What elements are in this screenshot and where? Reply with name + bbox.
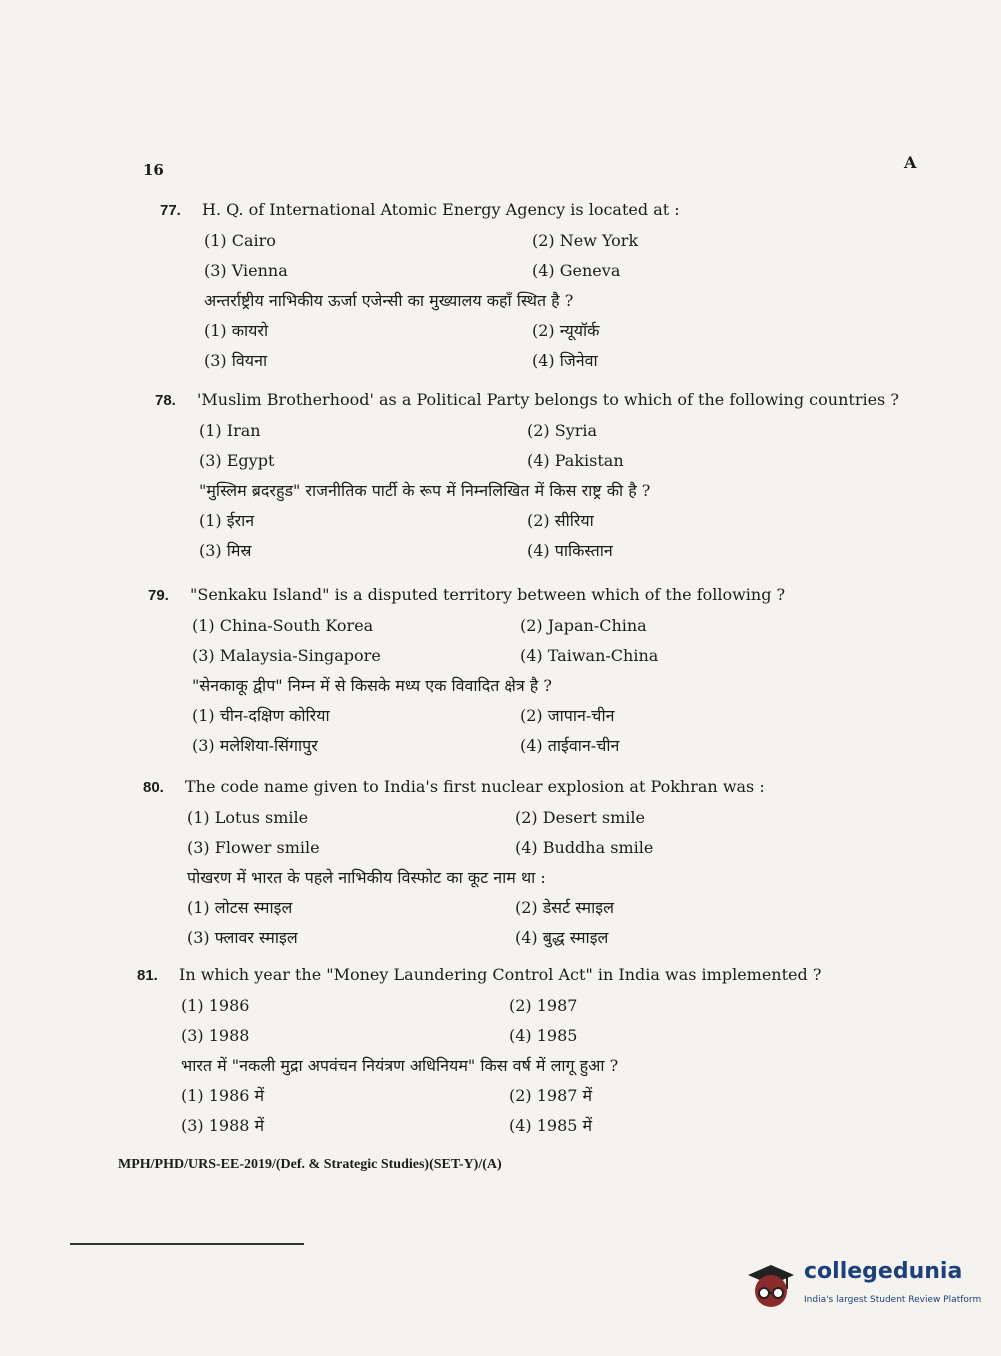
question-text-hi: "मुस्लिम ब्रदरहुड" राजनीतिक पार्टी के रूप में निम्नलिखित में किस राष्ट्र की है ?	[199, 481, 651, 500]
question-text-en: The code name given to India's first nuclear explosion at Pokhran was :	[185, 777, 765, 796]
question-77	[160, 195, 920, 376]
option: (2) Desert smile	[515, 808, 645, 827]
option: (3) मिस्र	[199, 541, 252, 560]
option: (3) Egypt	[199, 451, 275, 470]
options-en	[192, 611, 908, 671]
option: (4) 1985 में	[509, 1116, 593, 1135]
brand-name: collegedunia	[804, 1259, 963, 1284]
page-number: 16	[143, 161, 164, 179]
options-en	[204, 226, 920, 286]
option: (4) Pakistan	[527, 451, 624, 470]
option: (4) Buddha smile	[515, 838, 654, 857]
option: (2) सीरिया	[527, 511, 594, 530]
question-text-en: "Senkaku Island" is a disputed territory between which of the following ?	[190, 585, 786, 604]
option: (1) Lotus smile	[187, 808, 309, 827]
options-hi	[187, 893, 903, 953]
options-en	[187, 803, 903, 863]
question-text-hi: पोखरण में भारत के पहले नाभिकीय विस्फोट का कूट नाम था :	[187, 868, 546, 887]
question-text-en: In which year the "Money Laundering Control Act" in India was implemented ?	[179, 965, 822, 984]
option: (4) बुद्ध स्माइल	[515, 928, 609, 947]
question-text-en: 'Muslim Brotherhood' as a Political Party belongs to which of the following countries ?	[197, 390, 899, 409]
question-78	[155, 385, 915, 566]
option: (1) Iran	[199, 421, 261, 440]
options-hi	[181, 1081, 897, 1141]
options-hi	[192, 701, 908, 761]
option: (1) ईरान	[199, 511, 255, 530]
option: (1) Cairo	[204, 231, 276, 250]
brand-logo-icon	[742, 1257, 800, 1315]
option: (4) Geneva	[532, 261, 621, 280]
question-80	[143, 772, 903, 953]
set-letter: A	[904, 153, 917, 172]
option: (2) जापान-चीन	[520, 706, 615, 725]
question-number: 78.	[155, 392, 176, 409]
option: (2) Japan-China	[520, 616, 647, 635]
paper-code: MPH/PHD/URS-EE-2019/(Def. & Strategic Studies)(SET-Y)/(A)	[118, 1157, 502, 1172]
option: (2) 1987	[509, 996, 578, 1015]
options-hi	[199, 506, 915, 566]
option: (4) 1985	[509, 1026, 578, 1045]
question-number: 81.	[137, 967, 158, 984]
divider	[70, 1243, 304, 1245]
options-en	[199, 416, 915, 476]
question-81	[137, 960, 897, 1141]
option: (1) 1986	[181, 996, 250, 1015]
question-text-hi: "सेनकाकू द्वीप" निम्न में से किसके मध्य एक विवादित क्षेत्र है ?	[192, 676, 552, 695]
option: (2) 1987 में	[509, 1086, 593, 1105]
option: (3) Flower smile	[187, 838, 320, 857]
option: (2) डेसर्ट स्माइल	[515, 898, 614, 917]
brand-watermark	[742, 1257, 982, 1317]
options-hi	[204, 316, 920, 376]
option: (3) 1988	[181, 1026, 250, 1045]
option: (4) Taiwan-China	[520, 646, 659, 665]
option: (3) Vienna	[204, 261, 288, 280]
option: (3) मलेशिया-सिंगापुर	[192, 736, 318, 755]
option: (1) चीन-दक्षिण कोरिया	[192, 706, 330, 725]
option: (1) कायरो	[204, 321, 269, 340]
option: (4) जिनेवा	[532, 351, 598, 370]
question-number: 80.	[143, 779, 164, 796]
option: (1) China-South Korea	[192, 616, 374, 635]
option: (3) वियना	[204, 351, 268, 370]
question-text-hi: अन्तर्राष्ट्रीय नाभिकीय ऊर्जा एजेन्सी का मुख्यालय कहाँ स्थित है ?	[204, 291, 574, 310]
option: (3) Malaysia-Singapore	[192, 646, 381, 665]
option: (2) Syria	[527, 421, 598, 440]
option: (2) New York	[532, 231, 639, 250]
question-text-hi: भारत में "नकली मुद्रा अपवंचन नियंत्रण अधिनियम" किस वर्ष में लागू हुआ ?	[181, 1056, 619, 1075]
question-number: 79.	[148, 587, 169, 604]
question-79	[148, 580, 908, 761]
options-en	[181, 991, 897, 1051]
option: (3) 1988 में	[181, 1116, 265, 1135]
brand-tagline: India's largest Student Review Platform	[804, 1295, 982, 1305]
option: (4) ताईवान-चीन	[520, 736, 620, 755]
option: (1) 1986 में	[181, 1086, 265, 1105]
option: (1) लोटस स्माइल	[187, 898, 293, 917]
option: (4) पाकिस्तान	[527, 541, 613, 560]
option: (3) फ्लावर स्माइल	[187, 928, 298, 947]
question-number: 77.	[160, 202, 181, 219]
option: (2) न्यूयॉर्क	[532, 321, 600, 340]
question-text-en: H. Q. of International Atomic Energy Agency is located at :	[202, 200, 680, 219]
